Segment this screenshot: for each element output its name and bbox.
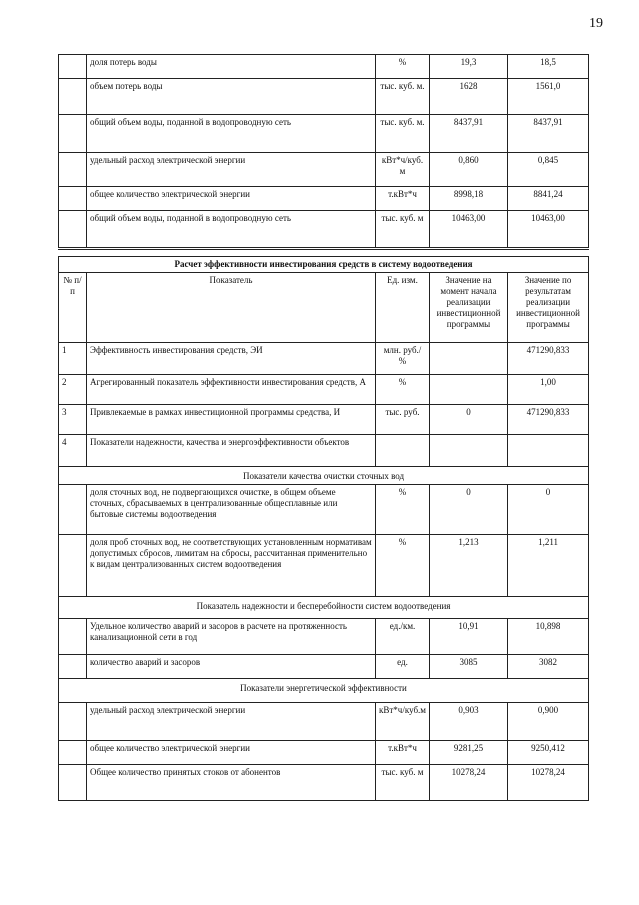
table-row: [59, 211, 589, 249]
indicator-name: общее количество электрической энергии: [87, 187, 376, 211]
value-end: 1561,0: [508, 79, 589, 115]
value-end: 0,845: [508, 153, 589, 187]
table-row: [59, 535, 589, 597]
section-reliability-title: Показатель надежности и бесперебойности систем водоотведения: [59, 597, 589, 619]
table-row: [59, 703, 589, 741]
value-start: [430, 435, 508, 467]
table-row: [59, 741, 589, 765]
value-end: 9250,412: [508, 741, 589, 765]
indicator-name: удельный расход электрической энергии: [87, 703, 376, 741]
unit-cell: тыс. куб. м.: [376, 115, 430, 153]
value-start: 1,213: [430, 535, 508, 597]
unit-cell: т.кВт*ч: [376, 187, 430, 211]
table-row: [59, 655, 589, 679]
table-title: Расчет эффективности инвестирования средств в систему водоотведения: [59, 257, 589, 273]
value-start: 0: [430, 485, 508, 535]
table-row: [59, 435, 589, 467]
indicator-name: количество аварий и засоров: [87, 655, 376, 679]
row-num: 1: [59, 343, 87, 375]
value-end: 471290,833: [508, 405, 589, 435]
indicator-name: Показатели надежности, качества и энергоэффективности объектов: [87, 435, 376, 467]
value-start: 3085: [430, 655, 508, 679]
table-row: [59, 79, 589, 115]
table-row: [59, 485, 589, 535]
indicator-name: общий объем воды, поданной в водопроводную сеть: [87, 115, 376, 153]
unit-cell: ед.: [376, 655, 430, 679]
value-end: [508, 435, 589, 467]
header-value-start: Значение на момент начала реализации инвестиционной программы: [430, 273, 508, 343]
header-num: № п/п: [59, 273, 87, 343]
value-end: 8841,24: [508, 187, 589, 211]
indicator-name: доля потерь воды: [87, 55, 376, 79]
section-quality-title: Показатели качества очистки сточных вод: [59, 467, 589, 485]
value-end: 1,211: [508, 535, 589, 597]
unit-cell: тыс. куб. м: [376, 211, 430, 249]
unit-cell: тыс. куб. м.: [376, 79, 430, 115]
unit-cell: кВт*ч/куб.м: [376, 703, 430, 741]
value-start: [430, 343, 508, 375]
header-name: Показатель: [87, 273, 376, 343]
unit-cell: %: [376, 375, 430, 405]
header-unit: Ед. изм.: [376, 273, 430, 343]
indicator-name: объем потерь воды: [87, 79, 376, 115]
value-end: 10,898: [508, 619, 589, 655]
unit-cell: [376, 435, 430, 467]
indicator-name: удельный расход электрической энергии: [87, 153, 376, 187]
table-row: [59, 765, 589, 801]
unit-cell: %: [376, 535, 430, 597]
indicator-name: Агрегированный показатель эффективности инвестирования средств, А: [87, 375, 376, 405]
value-start: 8437,91: [430, 115, 508, 153]
value-end: 471290,833: [508, 343, 589, 375]
table-row: [59, 343, 589, 375]
value-end: 10278,24: [508, 765, 589, 801]
row-num: 4: [59, 435, 87, 467]
header-value-end: Значение по результатам реализации инвестиционной программы: [508, 273, 589, 343]
value-start: 0,860: [430, 153, 508, 187]
unit-cell: тыс. куб. м: [376, 765, 430, 801]
value-start: [430, 375, 508, 405]
value-end: 0,900: [508, 703, 589, 741]
value-end: 0: [508, 485, 589, 535]
value-end: 18,5: [508, 55, 589, 79]
table-row: [59, 115, 589, 153]
unit-cell: тыс. руб.: [376, 405, 430, 435]
value-start: 9281,25: [430, 741, 508, 765]
indicator-name: Привлекаемые в рамках инвестиционной программы средства, И: [87, 405, 376, 435]
value-start: 1628: [430, 79, 508, 115]
table-row: [59, 619, 589, 655]
table-row: [59, 375, 589, 405]
indicator-name: общее количество электрической энергии: [87, 741, 376, 765]
investment-efficiency-table: [58, 256, 589, 801]
value-start: 10278,24: [430, 765, 508, 801]
table-row: [59, 187, 589, 211]
indicator-name: Удельное количество аварий и засоров в расчете на протяженность канализационной сети в год: [87, 619, 376, 655]
value-end: 8437,91: [508, 115, 589, 153]
value-start: 10,91: [430, 619, 508, 655]
value-start: 0,903: [430, 703, 508, 741]
water-indicators-table: [58, 54, 589, 250]
table-row: [59, 405, 589, 435]
value-start: 0: [430, 405, 508, 435]
page-number: 19: [589, 16, 603, 31]
indicator-name: Общее количество принятых стоков от абонентов: [87, 765, 376, 801]
unit-cell: %: [376, 55, 430, 79]
value-start: 19,3: [430, 55, 508, 79]
unit-cell: ед./км.: [376, 619, 430, 655]
value-end: 10463,00: [508, 211, 589, 249]
row-num: 3: [59, 405, 87, 435]
unit-cell: т.кВт*ч: [376, 741, 430, 765]
section-energy-title: Показатели энергетической эффективности: [59, 679, 589, 703]
indicator-name: общий объем воды, поданной в водопроводную сеть: [87, 211, 376, 249]
unit-cell: %: [376, 485, 430, 535]
header-row: [59, 273, 589, 343]
table-row: [59, 153, 589, 187]
unit-cell: млн. руб./ %: [376, 343, 430, 375]
value-start: 8998,18: [430, 187, 508, 211]
indicator-name: Эффективность инвестирования средств, ЭИ: [87, 343, 376, 375]
value-end: 3082: [508, 655, 589, 679]
table-row: [59, 55, 589, 79]
row-num: 2: [59, 375, 87, 405]
indicator-name: доля проб сточных вод, не соответствующих установленным нормативам допустимых сбросов, лимитам на сбросы, рассчитанная применительно к видам централизованных систем водоотведения: [87, 535, 376, 597]
value-start: 10463,00: [430, 211, 508, 249]
value-end: 1,00: [508, 375, 589, 405]
unit-cell: кВт*ч/куб. м: [376, 153, 430, 187]
indicator-name: доля сточных вод, не подвергающихся очистке, в общем объеме сточных, сбрасываемых в централизованные общесплавные или бытовые системы водоотведения: [87, 485, 376, 535]
